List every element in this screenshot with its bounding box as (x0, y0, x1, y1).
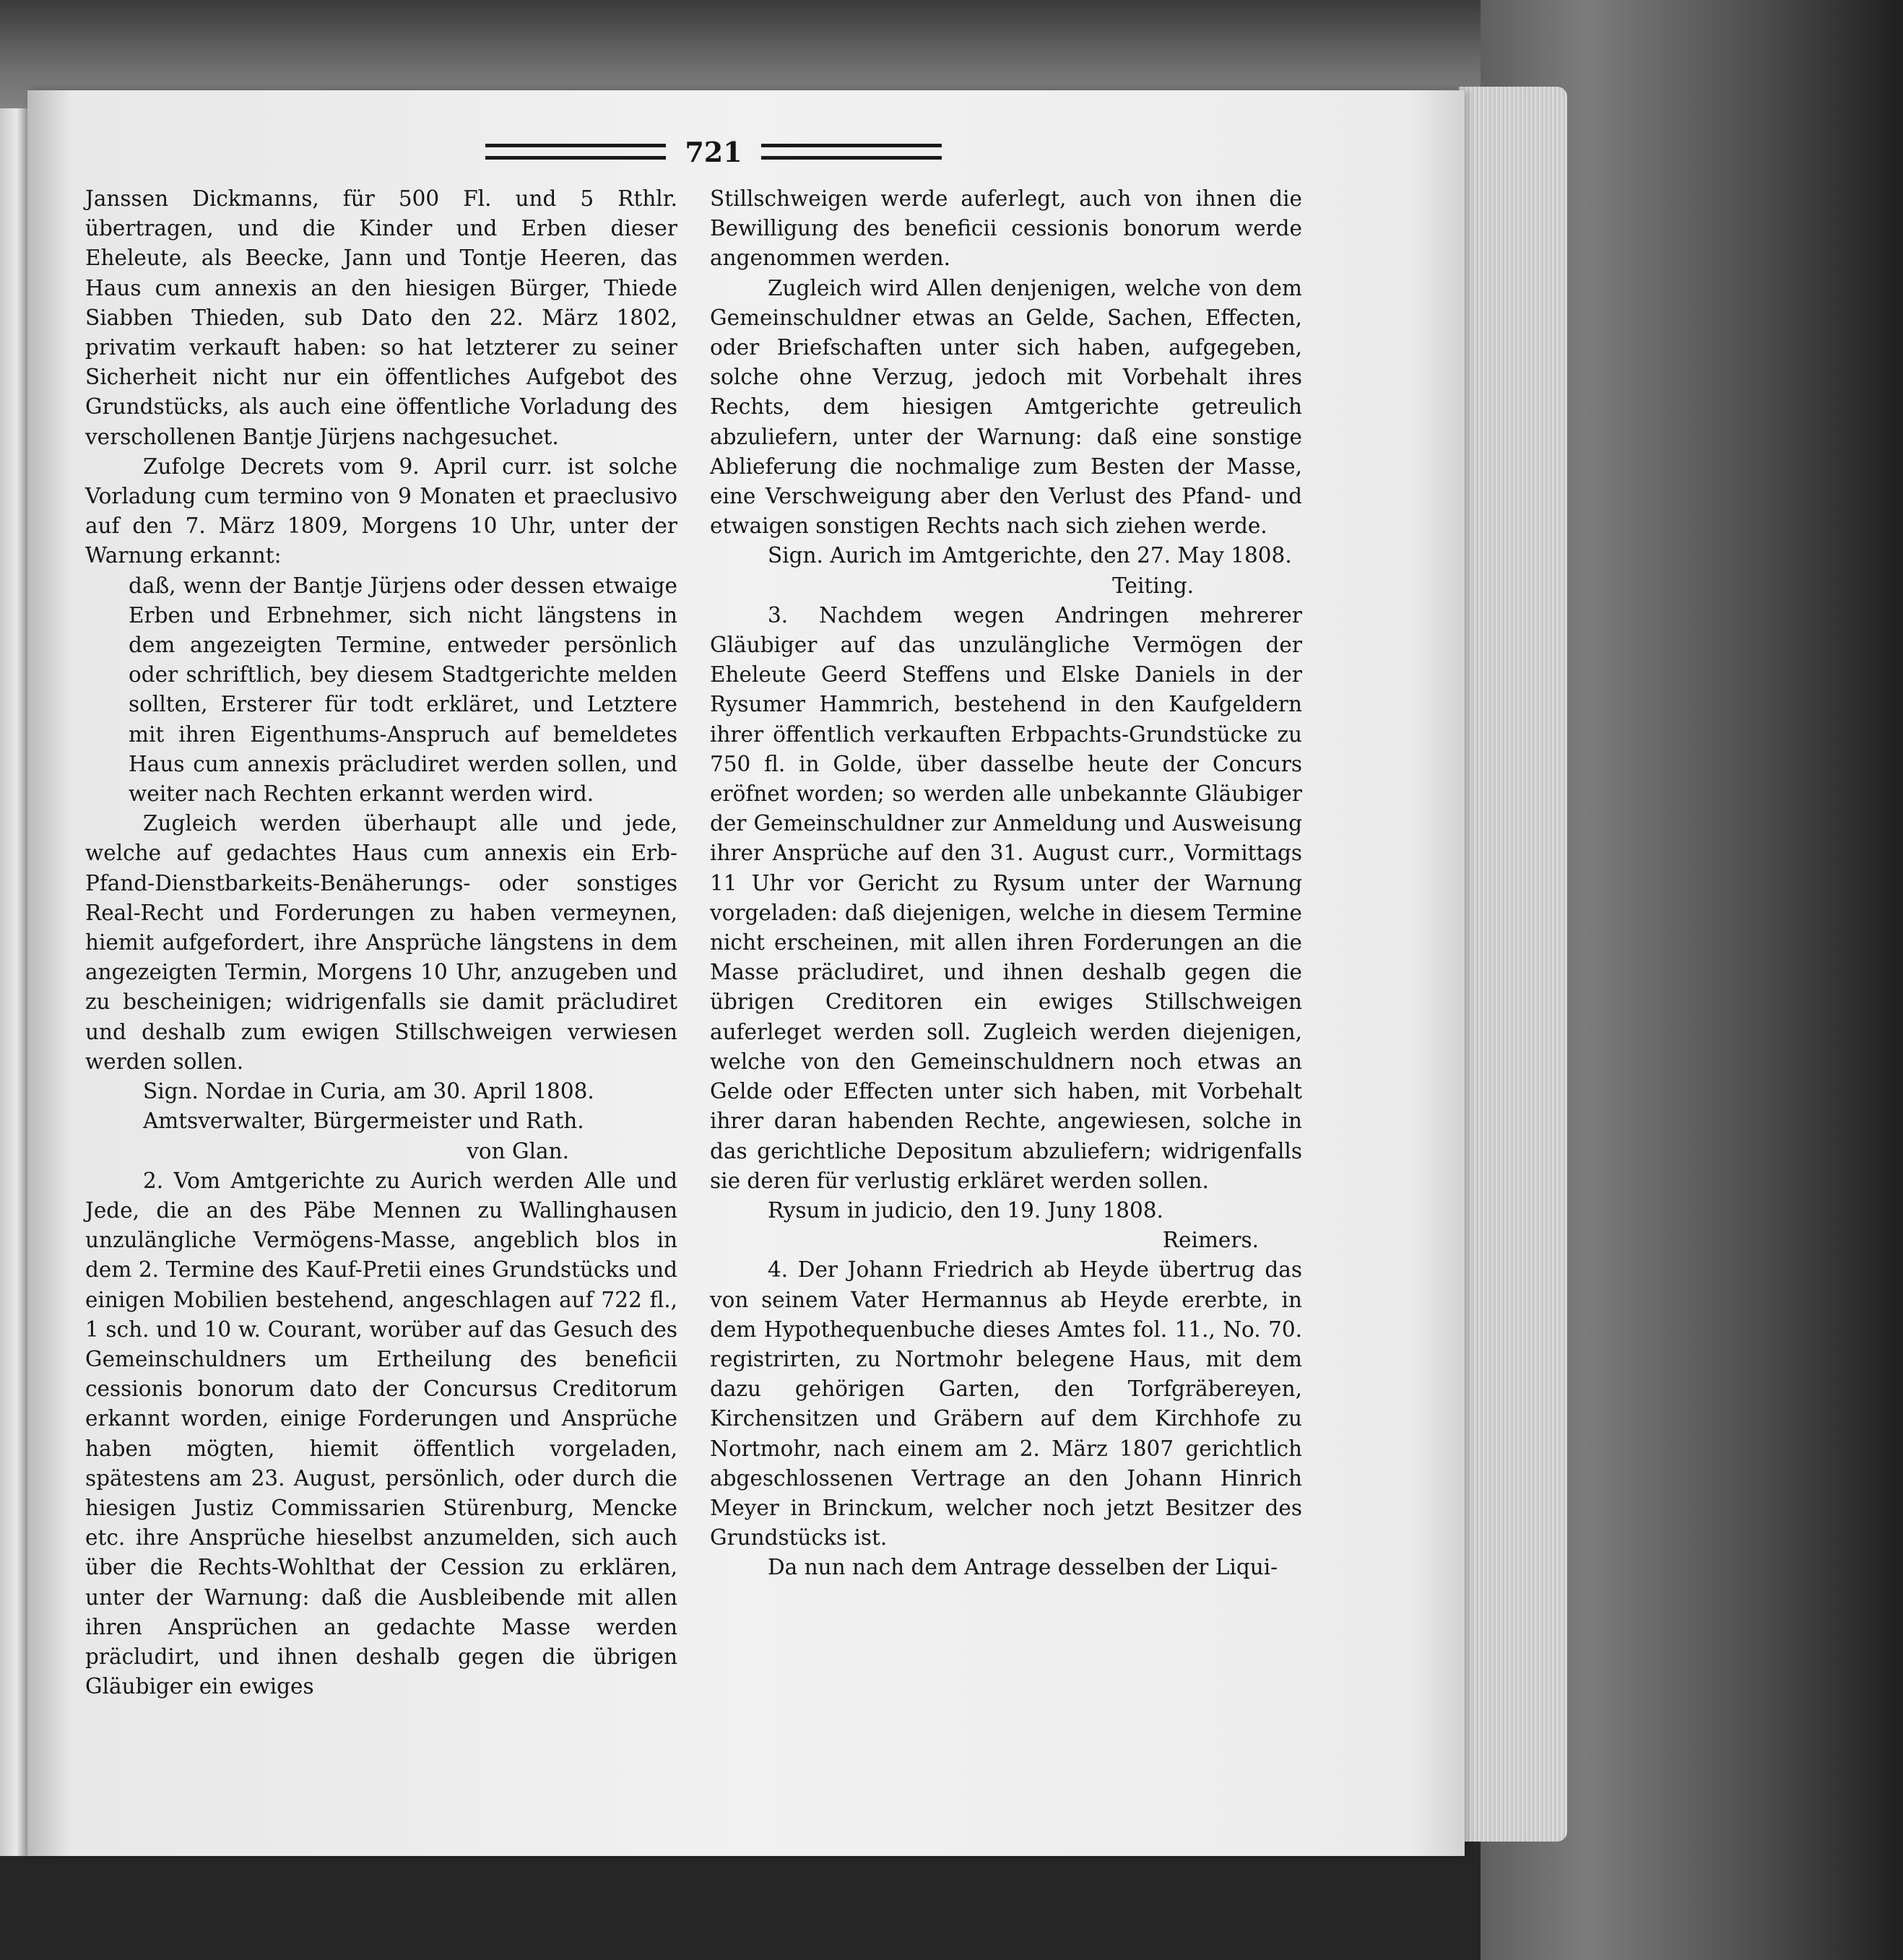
header-rule-right (761, 144, 942, 160)
signature-place-date: Sign. Nordae in Curia, am 30. April 1808. (143, 1079, 594, 1104)
header-rule-left (485, 144, 666, 160)
signature-place-date: Rysum in judicio, den 19. Juny 1808. (768, 1197, 1163, 1223)
left-text-column (85, 184, 677, 1701)
paragraph-continues: Da nun nach dem Antrage desselben der Liqui- (768, 1555, 1278, 1580)
page-header (461, 130, 966, 173)
page-number: 721 (685, 135, 742, 168)
paragraph: Zugleich wird Allen denjenigen, welche von dem Gemeinschuldner etwas an Gelde, Sachen, Effecten, oder Briefschaften unter sich haben, aufgegeben, solche ohne Verzug, jedoch mit Vorbehalt ihres Rechts, dem hiesigen Amtgerichte getreulich abzuliefern, unter der Warnung: daß eine sonstige Ablieferung die nochmalige zum Besten der Masse, eine Verschweigung aber den Verlust des Pfand- und etwaigen sonstigen Rechts nach sich ziehen werde. (710, 275, 1302, 539)
paragraph: Zufolge Decrets vom 9. April curr. ist solche Vorladung cum termino von 9 Monaten et praeclusivo auf den 7. März 1809, Morgens 10 Uhr, unter der Warnung erkannt: (85, 454, 677, 568)
right-text-column (710, 184, 1302, 1583)
notice-2: 2. Vom Amtgerichte zu Aurich werden Alle und Jede, die an des Päbe Mennen zu Wallinghausen unzulängliche Vermögens-Masse, angeblich blos in dem 2. Termine des Kauf-Pretii eines Grundstücks und einigen Mobilien bestehend, angeschlagen auf 722 fl., 1 sch. und 10 w. Courant, worüber auf das Gesuch des Gemeinschuldners um Ertheilung des beneficii cessionis bonorum dato der Concursus Creditorum erkannt worden, einige Forderungen und Ansprüche haben mögten, hiemit öffentlich vorgeladen, spätestens am 23. August, persönlich, oder durch die hiesigen Justiz Commissarien Stürenburg, Mencke etc. ihre Ansprüche hieselbst anzumelden, sich auch über die Rechts-Wohlthat der Cession zu erklären, unter der Warnung: daß die Ausbleibende mit allen ihren Ansprüchen an gedachte Masse werden präcludirt, und ihnen deshalb gegen die übrigen Gläubiger ein ewiges (85, 1168, 677, 1699)
signature-name: von Glan. (467, 1138, 569, 1163)
facing-page-edge (0, 108, 27, 1856)
notice-4: 4. Der Johann Friedrich ab Heyde übertrug das von seinem Vater Hermannus ab Heyde ererbte, in dem Hypothequenbuche dieses Amtes fol. 11., No. 70. registrirten, zu Nortmohr belegene Haus, mit dem dazu gehörigen Garten, den Torfgräbereyen, Kirchensitzen und Gräbern auf dem Kirchhofe zu Nortmohr, nach einem am 2. März 1807 gerichtlich abgeschlossenen Vertrage an den Johann Hinrich Meyer in Brinckum, welcher noch jetzt Besitzer des Grundstücks ist. (710, 1257, 1302, 1551)
signature-name: Teiting. (1112, 573, 1194, 598)
signature-name: Reimers. (1162, 1228, 1259, 1253)
signature-office: Amtsverwalter, Bürgermeister und Rath. (143, 1109, 584, 1134)
page-stack-edges (1459, 87, 1567, 1842)
paragraph: Zugleich werden überhaupt alle und jede, welche auf gedachtes Haus cum annexis ein Erb-Pfand-Dienstbarkeits-Benäherungs- oder sonstiges Real-Recht und Forderungen zu haben vermeynen, hiemit aufgefordert, ihre Ansprüche längstens in dem angezeigten Termin, Morgens 10 Uhr, anzugeben und zu bescheinigen; widrigenfalls sie damit präcludiret und deshalb zum ewigen Stillschweigen verwiesen werden sollen. (85, 811, 677, 1074)
paragraph-continued: Janssen Dickmanns, für 500 Fl. und 5 Rthlr. übertragen, und die Kinder und Erben dieser Eheleute, als Beecke, Jann und Tontje Heeren, das Haus cum annexis an den hiesigen Bürger, Thiede Siabben Thieden, sub Dato den 22. März 1802, privatim verkauft haben: so hat letzterer zu seiner Sicherheit nicht nur ein öffentliches Aufgebot des Grundstücks, als auch eine öffentliche Vorladung des verschollenen Bantje Jürjens nachgesuchet. (85, 186, 677, 449)
signature-place-date: Sign. Aurich im Amtgerichte, den 27. May 1808. (768, 543, 1292, 568)
book-page (27, 90, 1465, 1856)
paragraph-continued: Stillschweigen werde auferlegt, auch von ihnen die Bewilligung des beneficii cessionis bonorum werde angenommen werden. (710, 186, 1302, 271)
notice-3: 3. Nachdem wegen Andringen mehrerer Gläubiger auf das unzulängliche Vermögen der Eheleute Geerd Steffens und Elske Daniels in der Rysumer Hammrich, bestehend in den Kaufgeldern ihrer öffentlich verkauften Erbpachts-Grundstücke zu 750 fl. in Golde, über dasselbe heute der Concurs eröfnet worden; so werden alle unbekannte Gläubiger der Gemeinschuldner zur Anmeldung und Ausweisung ihrer Ansprüche auf den 31. August curr., Vormittags 11 Uhr vor Gericht zu Rysum unter der Warnung vorgeladen: daß diejenigen, welche in diesem Termine nicht erscheinen, mit allen ihren Forderungen an die Masse präcludiret, und ihnen deshalb gegen die übrigen Creditoren ein ewiges Stillschweigen auferleget werden soll. Zugleich werden diejenigen, welche von den Gemeinschuldnern noch etwas an Gelde oder Effecten unter sich haben, mit Vorbehalt ihrer daran habenden Rechte, angewiesen, solche in das gerichtliche Depositum abzuliefern; widrigenfalls sie deren für verlustig erkläret werden sollen. (710, 602, 1302, 1193)
warning-paragraph: daß, wenn der Bantje Jürjens oder dessen etwaige Erben und Erbnehmer, sich nicht längstens in dem angezeigten Termine, entweder persönlich oder schriftlich, bey diesem Stadtgerichte melden sollten, Ersterer für todt erkläret, und Letztere mit ihren Eigenthums-Anspruch auf bemeldetes Haus cum annexis präcludiret werden sollen, und weiter nach Rechten erkannt werden wird. (129, 573, 677, 807)
